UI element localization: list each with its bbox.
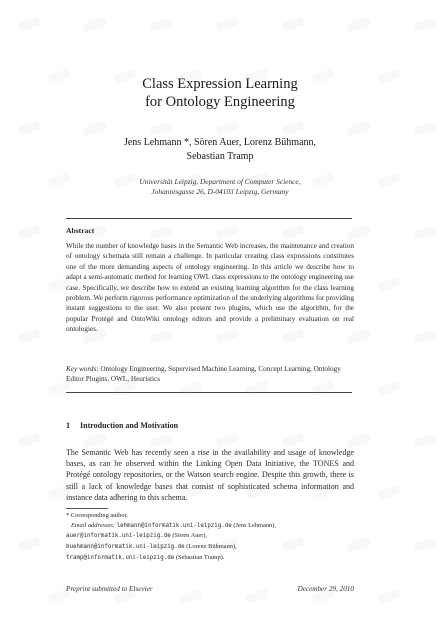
email-line-2: [66, 531, 366, 542]
watermark-mark: [413, 537, 437, 552]
watermark-mark: [215, 225, 239, 240]
watermark-mark: [17, 17, 41, 32]
authors-line-2: Sebastian Tramp: [186, 151, 254, 162]
email-line-4: [66, 553, 366, 564]
section-title: Introduction and Motivation: [80, 421, 179, 430]
watermark-mark: [17, 225, 41, 240]
introduction-text: The Semantic Web has recently seen a rise in the availability and usage of knowledge bases, as can be observed within the Linking Open Data Initiative, the TONES and Protégé ontology repositories, or the Watson search engine. Despite this growth, there is still a lack of knowledge bases that consist of sophisticated schema information and instance data adhering to this schema.: [66, 448, 354, 502]
watermark-mark: [149, 121, 173, 136]
email-line-3: [66, 542, 366, 553]
watermark-mark: [83, 121, 107, 136]
watermark-mark: [347, 225, 371, 240]
watermark-mark: [347, 17, 371, 32]
abstract-heading: Abstract: [66, 226, 95, 235]
email-link[interactable]: buehmann@informatik.uni-leipzig.de: [66, 544, 185, 551]
section-heading: [66, 421, 178, 430]
watermark-mark: [215, 433, 239, 448]
footnote-rule: [66, 508, 108, 509]
watermark-mark: [413, 121, 437, 136]
email-owner: (Jens Lehmann),: [233, 521, 276, 529]
keywords-text: Ontology Engineering, Supervised Machine Learning, Concept Learning, Ontology Editor Plugins, OWL, Heuristics: [66, 365, 341, 384]
email-owner: (Sören Auer),: [172, 532, 208, 540]
affiliation: [0, 177, 440, 197]
watermark-mark: [377, 485, 401, 500]
watermark-mark: [377, 277, 401, 292]
email-link[interactable]: lehmann@informatik.uni-leipzig.de: [116, 522, 232, 529]
authors-line-1: Jens Lehmann *, Sören Auer, Lorenz Bühmann,: [123, 137, 317, 148]
email-owner: (Lorenz Bühmann),: [186, 543, 237, 551]
watermark-mark: [347, 121, 371, 136]
keywords: [66, 364, 354, 385]
email-owner: (Sebastian Tramp).: [175, 553, 225, 561]
watermark-mark: [413, 17, 437, 32]
email-label: Email addresses:: [71, 521, 115, 529]
submission-note: Preprint submitted to Elsevier: [66, 585, 153, 593]
watermark-mark: [413, 225, 437, 240]
affiliation-line-2: Johannisgasse 26, D-04103 Leipzig, Germany: [151, 187, 289, 196]
watermark-mark: [215, 17, 239, 32]
watermark-mark: [377, 381, 401, 396]
submission-date: December 29, 2010: [297, 585, 354, 593]
abstract-bottom-rule: [66, 392, 352, 393]
paper-title: [0, 75, 440, 111]
footnote: [66, 511, 366, 564]
watermark-mark: [281, 17, 305, 32]
watermark-mark: [149, 17, 173, 32]
watermark-mark: [83, 433, 107, 448]
email-line-1: [66, 521, 366, 532]
watermark-mark: [281, 121, 305, 136]
watermark-mark: [281, 225, 305, 240]
watermark-mark: [377, 589, 401, 604]
abstract-text: While the number of knowledge bases in the Semantic Web increases, the maintenance and creation of ontology schemata still remain a challenge. In particular creating class expressions constitutes one of the more demanding aspects of ontology engineering. In this article we describe how to adapt a semi-automatic method for learning OWL class expressions to the ontology engineering use case. Specifically, we describe how to extend an existing learning algorithm for the class learning problem. We perform rigorous performance optimization of the underlying algorithms for providing instant suggestions to the user. We also present two plugins, which use the algorithm, for the popular Protégé and OntoWiki ontology editors and provide a preliminary evaluation on real ontologies.: [66, 242, 354, 334]
watermark-mark: [281, 433, 305, 448]
watermark-mark: [17, 121, 41, 136]
email-link[interactable]: tramp@informatik.uni-leipzig.de: [66, 554, 175, 561]
title-line-2: for Ontology Engineering: [145, 94, 295, 110]
watermark-mark: [413, 433, 437, 448]
keywords-label: Key words:: [66, 365, 99, 373]
watermark-mark: [215, 121, 239, 136]
watermark-mark: [347, 433, 371, 448]
watermark-mark: [17, 537, 41, 552]
watermark-mark: [149, 225, 173, 240]
abstract-top-rule: [66, 218, 352, 219]
watermark-mark: [413, 329, 437, 344]
watermark-mark: [245, 589, 269, 604]
email-link[interactable]: auer@informatik.uni-leipzig.de: [66, 533, 171, 540]
affiliation-line-1: Universität Leipzig, Department of Computer Science,: [139, 177, 301, 186]
corresponding-author-note: * Corresponding author.: [66, 512, 128, 519]
author-list: [0, 136, 440, 164]
watermark-mark: [17, 433, 41, 448]
watermark-mark: [17, 329, 41, 344]
title-line-1: Class Expression Learning: [142, 76, 298, 92]
watermark-mark: [179, 589, 203, 604]
watermark-mark: [83, 17, 107, 32]
section-number: 1: [66, 421, 70, 430]
watermark-mark: [149, 433, 173, 448]
